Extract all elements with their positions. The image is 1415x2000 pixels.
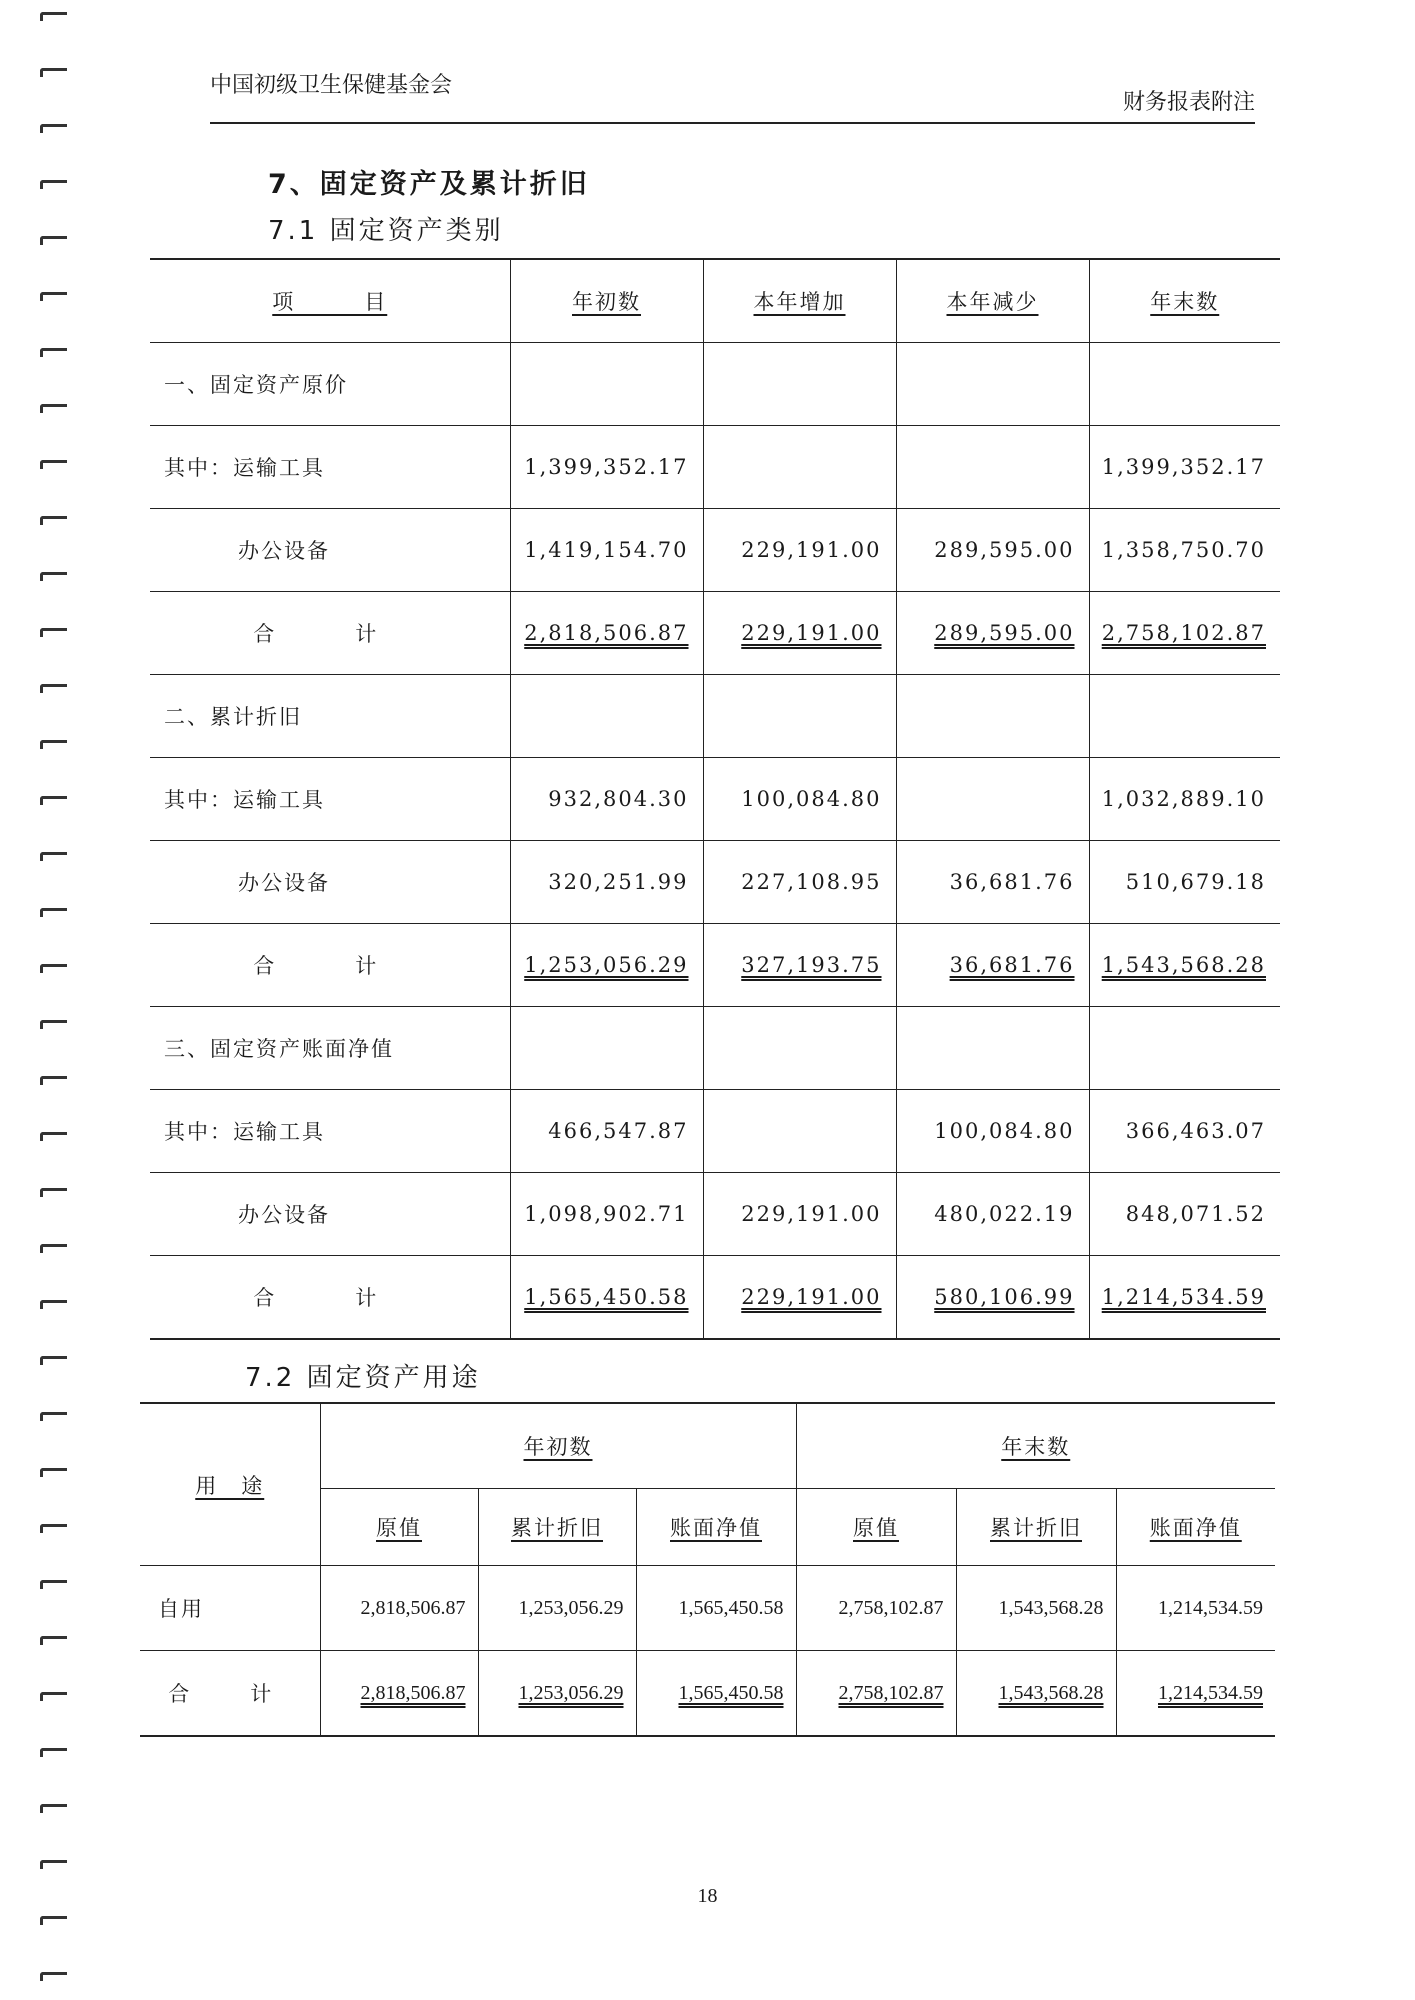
column-header: 账面净值 [1116, 1489, 1275, 1566]
row-label: 办公设备 [150, 841, 510, 924]
table-row [150, 509, 1280, 592]
cell-value: 1,543,568.28 [956, 1566, 1116, 1651]
column-header: 年末数 [1089, 259, 1280, 343]
row-label: 其中：运输工具 [150, 426, 510, 509]
cell-value [703, 1007, 896, 1090]
cell-value: 289,595.00 [896, 592, 1089, 675]
cell-value: 932,804.30 [510, 758, 703, 841]
subsection-title-7-2: 7.2 固定资产用途 [245, 1363, 481, 1393]
cell-value [1089, 675, 1280, 758]
cell-value: 36,681.76 [896, 841, 1089, 924]
cell-value: 100,084.80 [703, 758, 896, 841]
table-row [150, 343, 1280, 426]
cell-value: 2,818,506.87 [320, 1566, 478, 1651]
column-group-header: 年末数 [796, 1403, 1275, 1489]
column-header: 年初数 [510, 259, 703, 343]
cell-value: 320,251.99 [510, 841, 703, 924]
cell-value: 466,547.87 [510, 1090, 703, 1173]
cell-value: 1,565,450.58 [510, 1256, 703, 1340]
cell-value: 1,214,534.59 [1089, 1256, 1280, 1340]
table-total-row [140, 1651, 1275, 1737]
cell-value: 366,463.07 [1089, 1090, 1280, 1173]
column-header: 累计折旧 [478, 1489, 636, 1566]
cell-value [896, 1007, 1089, 1090]
column-header: 原值 [796, 1489, 956, 1566]
cell-value [703, 426, 896, 509]
section-title: 7、固定资产及累计折旧 [268, 169, 590, 200]
row-label: 三、固定资产账面净值 [150, 1007, 510, 1090]
table-total-row [150, 1256, 1280, 1340]
cell-value [1089, 343, 1280, 426]
row-label: 一、固定资产原价 [150, 343, 510, 426]
organization-name: 中国初级卫生保健基金会 [210, 73, 453, 98]
cell-value: 480,022.19 [896, 1173, 1089, 1256]
row-label: 合 计 [150, 1256, 510, 1340]
cell-value: 1,214,534.59 [1116, 1566, 1275, 1651]
cell-value: 1,399,352.17 [510, 426, 703, 509]
cell-value: 510,679.18 [1089, 841, 1280, 924]
column-header: 本年减少 [896, 259, 1089, 343]
cell-value [703, 675, 896, 758]
row-label: 办公设备 [150, 1173, 510, 1256]
cell-value: 1,565,450.58 [636, 1651, 796, 1737]
cell-value: 1,565,450.58 [636, 1566, 796, 1651]
cell-value [1089, 1007, 1280, 1090]
row-label: 合 计 [150, 924, 510, 1007]
binding-holes [40, 0, 70, 1990]
column-header: 累计折旧 [956, 1489, 1116, 1566]
cell-value: 1,253,056.29 [478, 1566, 636, 1651]
row-label: 合 计 [140, 1651, 320, 1737]
row-label: 办公设备 [150, 509, 510, 592]
cell-value: 229,191.00 [703, 509, 896, 592]
row-label: 二、累计折旧 [150, 675, 510, 758]
cell-value: 229,191.00 [703, 592, 896, 675]
table-header-row [140, 1403, 1275, 1489]
column-header: 用 途 [140, 1403, 320, 1566]
cell-value: 229,191.00 [703, 1173, 896, 1256]
cell-value: 1,253,056.29 [478, 1651, 636, 1737]
cell-value: 36,681.76 [896, 924, 1089, 1007]
row-label: 自用 [140, 1566, 320, 1651]
cell-value [896, 675, 1089, 758]
row-label: 合 计 [150, 592, 510, 675]
table-row [150, 1173, 1280, 1256]
cell-value: 1,032,889.10 [1089, 758, 1280, 841]
cell-value: 2,758,102.87 [1089, 592, 1280, 675]
cell-value [703, 1090, 896, 1173]
cell-value: 1,214,534.59 [1116, 1651, 1275, 1737]
cell-value [896, 426, 1089, 509]
cell-value [510, 343, 703, 426]
cell-value: 848,071.52 [1089, 1173, 1280, 1256]
cell-value: 289,595.00 [896, 509, 1089, 592]
cell-value: 1,358,750.70 [1089, 509, 1280, 592]
table-row [150, 426, 1280, 509]
table-total-row [150, 592, 1280, 675]
cell-value [510, 675, 703, 758]
subsection-title-7-1: 7.1 固定资产类别 [268, 216, 504, 246]
cell-value: 1,098,902.71 [510, 1173, 703, 1256]
cell-value [896, 758, 1089, 841]
table-row [150, 758, 1280, 841]
cell-value: 2,758,102.87 [796, 1566, 956, 1651]
column-header: 本年增加 [703, 259, 896, 343]
cell-value: 2,818,506.87 [320, 1651, 478, 1737]
table-header-row [150, 259, 1280, 343]
cell-value: 327,193.75 [703, 924, 896, 1007]
table-row [150, 675, 1280, 758]
cell-value: 580,106.99 [896, 1256, 1089, 1340]
cell-value [510, 1007, 703, 1090]
column-header: 原值 [320, 1489, 478, 1566]
table-row [150, 1090, 1280, 1173]
cell-value: 1,543,568.28 [1089, 924, 1280, 1007]
cell-value: 1,399,352.17 [1089, 426, 1280, 509]
cell-value: 2,758,102.87 [796, 1651, 956, 1737]
column-group-header: 年初数 [320, 1403, 796, 1489]
page-header [210, 62, 1255, 124]
table-total-row [150, 924, 1280, 1007]
cell-value: 100,084.80 [896, 1090, 1089, 1173]
cell-value: 229,191.00 [703, 1256, 896, 1340]
cell-value: 2,818,506.87 [510, 592, 703, 675]
table-row [150, 841, 1280, 924]
report-section-name: 财务报表附注 [1122, 90, 1255, 115]
cell-value: 227,108.95 [703, 841, 896, 924]
cell-value: 1,253,056.29 [510, 924, 703, 1007]
cell-value: 1,543,568.28 [956, 1651, 1116, 1737]
row-label: 其中：运输工具 [150, 1090, 510, 1173]
column-header: 账面净值 [636, 1489, 796, 1566]
page-number: 18 [697, 1885, 718, 1907]
row-label: 其中：运输工具 [150, 758, 510, 841]
cell-value: 1,419,154.70 [510, 509, 703, 592]
table-row [150, 1007, 1280, 1090]
table-row [140, 1566, 1275, 1651]
fixed-asset-usage-table [140, 1402, 1275, 1737]
cell-value [896, 343, 1089, 426]
fixed-asset-category-table [150, 258, 1280, 1340]
column-header: 项 目 [150, 259, 510, 343]
cell-value [703, 343, 896, 426]
